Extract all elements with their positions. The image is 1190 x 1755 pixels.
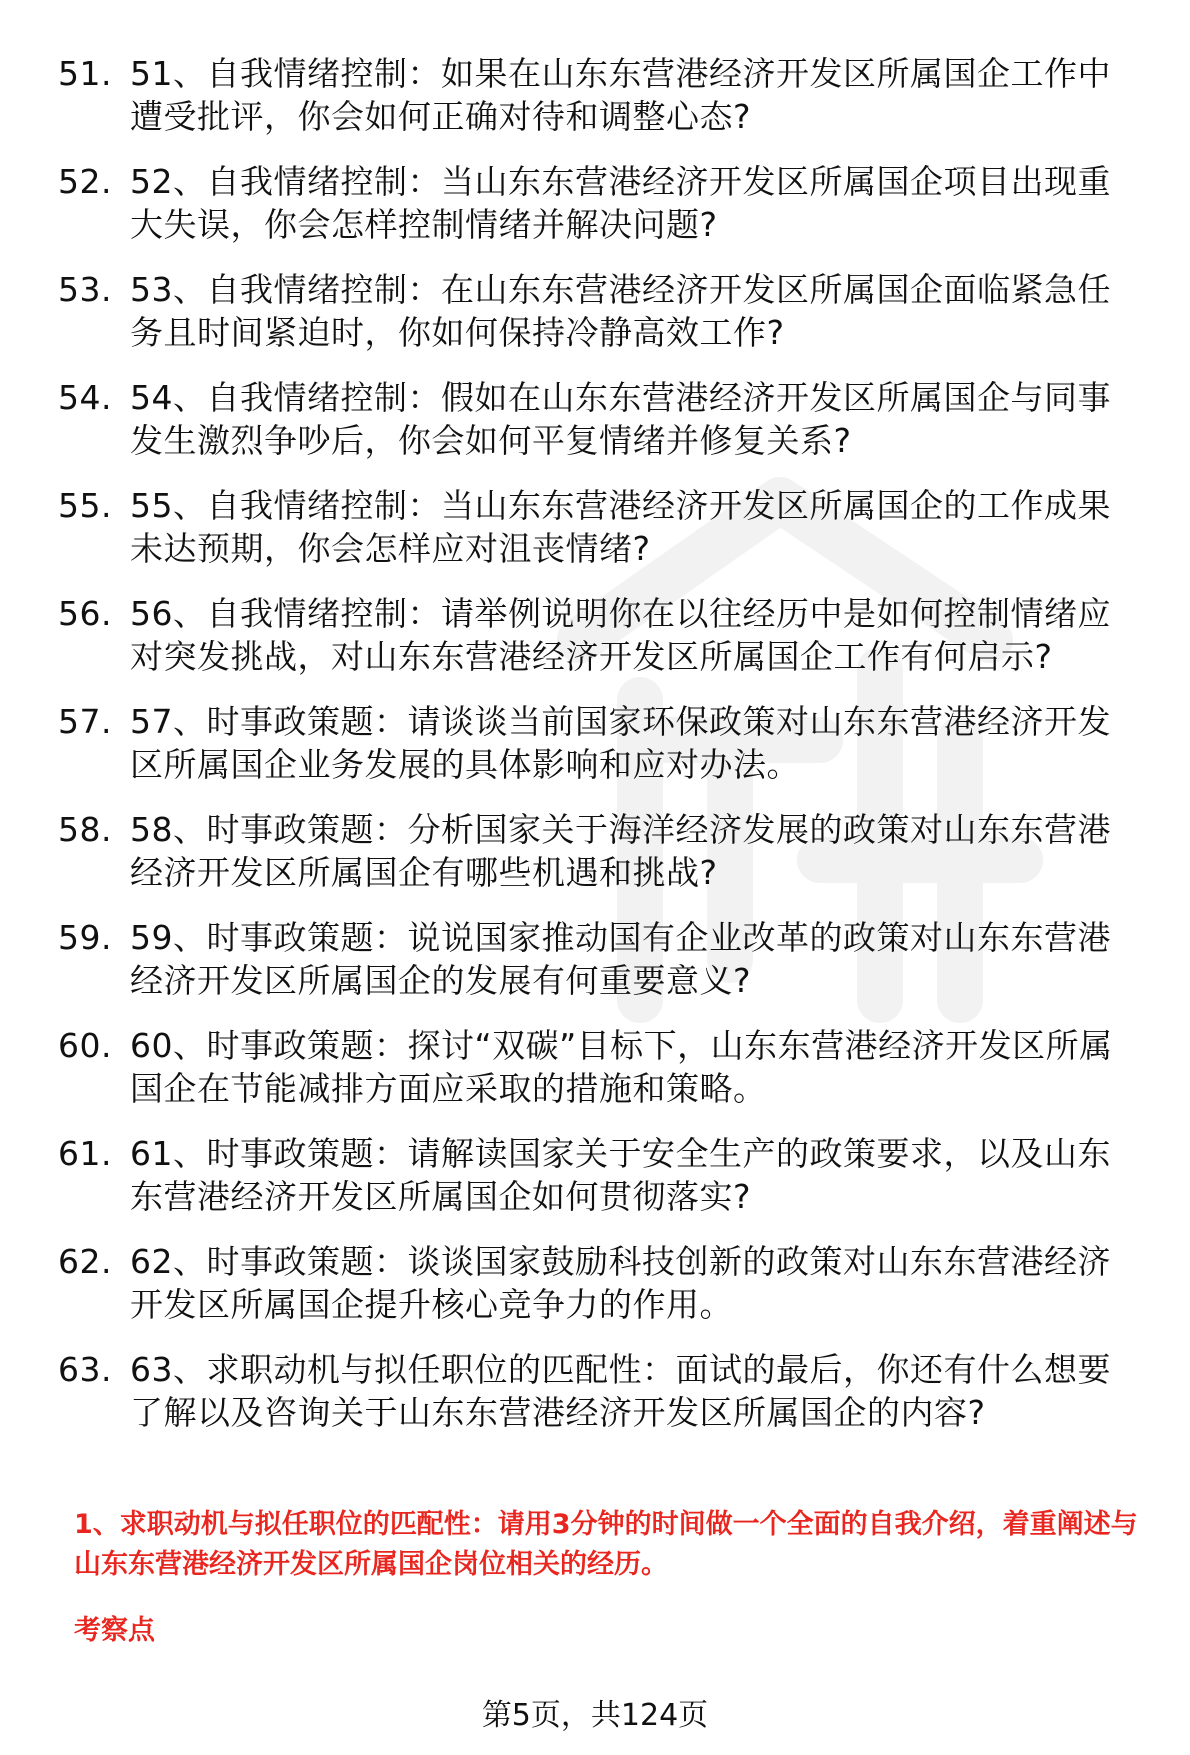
question-item-57 — [58, 700, 1158, 786]
question-item-58 — [58, 808, 1158, 894]
question-item-51 — [58, 52, 1158, 138]
question-number: 63. — [58, 1350, 112, 1389]
question-text: 53、自我情绪控制：在山东东营港经济开发区所属国企面临紧急任务且时间紧迫时，你如何保持冷静高效工作? — [130, 270, 1111, 352]
section-label-kaochadian: 考察点 — [74, 1615, 155, 1646]
question-item-54 — [58, 376, 1158, 462]
question-text: 61、时事政策题：请解读国家关于安全生产的政策要求，以及山东东营港经济开发区所属国企如何贯彻落实? — [130, 1134, 1111, 1216]
question-text: 52、自我情绪控制：当山东东营港经济开发区所属国企项目出现重大失误，你会怎样控制情绪并解决问题? — [130, 162, 1111, 244]
question-number: 60. — [58, 1026, 112, 1065]
question-text: 51、自我情绪控制：如果在山东东营港经济开发区所属国企工作中遭受批评，你会如何正确对待和调整心态? — [130, 54, 1111, 136]
answer-heading — [74, 1505, 1164, 1585]
question-text: 54、自我情绪控制：假如在山东东营港经济开发区所属国企与同事发生激烈争吵后，你会如何平复情绪并修复关系? — [130, 378, 1111, 460]
question-number: 62. — [58, 1242, 112, 1281]
question-number: 55. — [58, 486, 112, 525]
question-item-52 — [58, 160, 1158, 246]
question-text: 62、时事政策题：谈谈国家鼓励科技创新的政策对山东东营港经济开发区所属国企提升核心竞争力的作用。 — [130, 1242, 1111, 1324]
question-item-62 — [58, 1240, 1158, 1326]
question-item-63 — [58, 1348, 1158, 1434]
question-number: 54. — [58, 378, 112, 417]
question-number: 51. — [58, 54, 112, 93]
question-text: 59、时事政策题：说说国家推动国有企业改革的政策对山东东营港经济开发区所属国企的发展有何重要意义? — [130, 918, 1111, 1000]
question-number: 57. — [58, 702, 112, 741]
question-text: 56、自我情绪控制：请举例说明你在以往经历中是如何控制情绪应对突发挑战，对山东东营港经济开发区所属国企工作有何启示? — [130, 594, 1111, 676]
question-item-56 — [58, 592, 1158, 678]
page-footer: 第5页，共124页 — [481, 1698, 709, 1733]
question-list — [58, 52, 1158, 1456]
question-number: 59. — [58, 918, 112, 957]
question-number: 61. — [58, 1134, 112, 1173]
question-number: 58. — [58, 810, 112, 849]
question-number: 56. — [58, 594, 112, 633]
question-text: 55、自我情绪控制：当山东东营港经济开发区所属国企的工作成果未达预期，你会怎样应对沮丧情绪? — [130, 486, 1111, 568]
question-text: 63、求职动机与拟任职位的匹配性：面试的最后，你还有什么想要了解以及咨询关于山东东营港经济开发区所属国企的内容? — [130, 1350, 1111, 1432]
question-text: 57、时事政策题：请谈谈当前国家环保政策对山东东营港经济开发区所属国企业务发展的具体影响和应对办法。 — [130, 702, 1111, 784]
question-number: 52. — [58, 162, 112, 201]
answer-title: 1、求职动机与拟任职位的匹配性：请用3分钟的时间做一个全面的自我介绍，着重阐述与山东东营港经济开发区所属国企岗位相关的经历。 — [74, 1509, 1138, 1580]
question-item-59 — [58, 916, 1158, 1002]
question-item-60 — [58, 1024, 1158, 1110]
question-item-55 — [58, 484, 1158, 570]
question-item-53 — [58, 268, 1158, 354]
question-text: 58、时事政策题：分析国家关于海洋经济发展的政策对山东东营港经济开发区所属国企有哪些机遇和挑战? — [130, 810, 1111, 892]
question-item-61 — [58, 1132, 1158, 1218]
question-number: 53. — [58, 270, 112, 309]
question-text: 60、时事政策题：探讨“双碳”目标下，山东东营港经济开发区所属国企在节能减排方面应采取的措施和策略。 — [130, 1026, 1113, 1108]
